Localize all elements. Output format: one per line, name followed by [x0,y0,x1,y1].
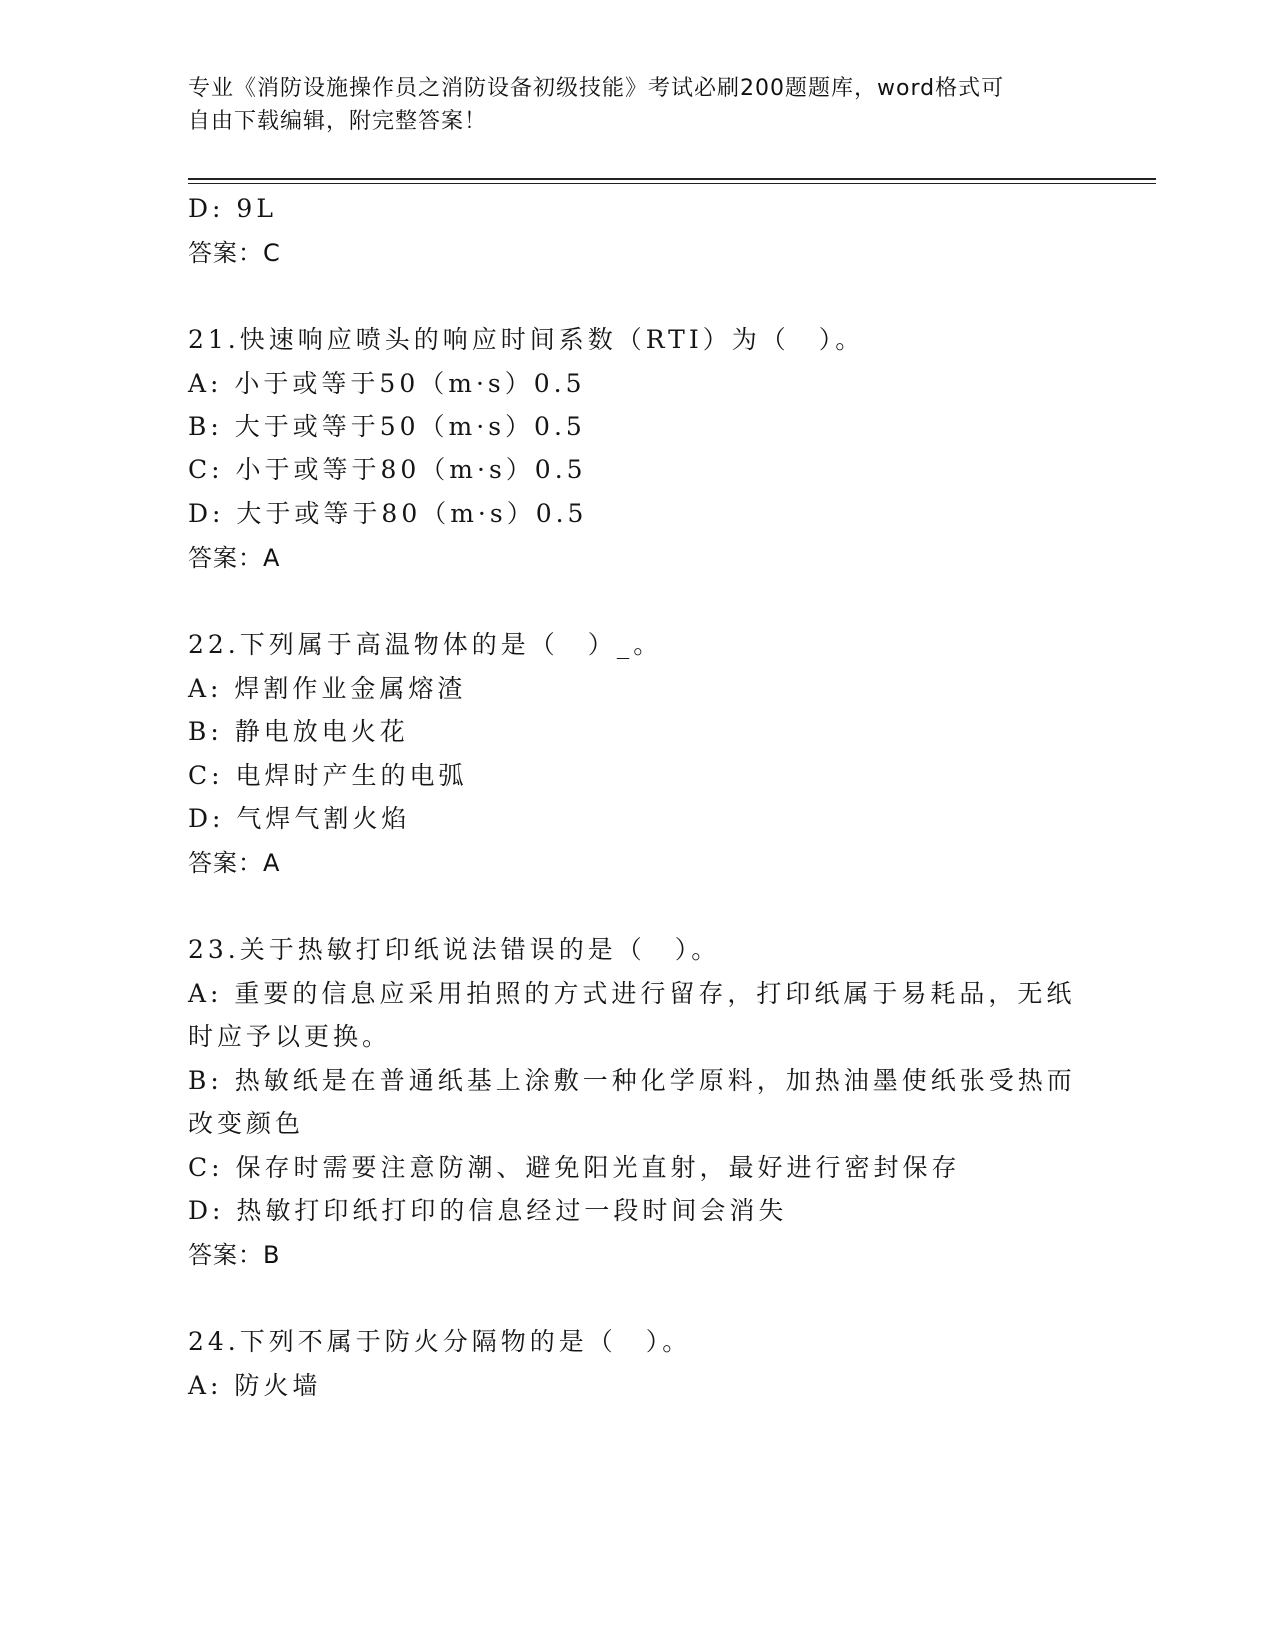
question-22-option-c: C: 电焊时产生的电弧 [188,761,468,790]
question-21-stem: 21.快速响应喷头的响应时间系数（RTI）为（ ）。 [188,325,865,354]
question-21-option-d: D: 大于或等于80（m·s）0.5 [188,499,588,528]
question-21-option-b: B: 大于或等于50（m·s）0.5 [188,412,586,441]
question-22-answer: 答案：A [188,849,281,877]
question-24-option-a: A: 防火墙 [188,1371,322,1400]
question-22-option-d: D: 气焊气割火焰 [188,804,411,833]
prev-option-d: D: 9L [188,194,277,223]
question-23-answer: 答案：B [188,1241,281,1269]
question-23-option-a: A: 重要的信息应采用拍照的方式进行留存，打印纸属于易耗品，无纸 [188,979,1076,1008]
question-23-option-a-cont: 时应予以更换。 [188,1022,392,1051]
question-23-option-c: C: 保存时需要注意防潮、避免阳光直射，最好进行密封保存 [188,1153,961,1182]
prev-answer: 答案：C [188,239,281,267]
question-22-option-a: A: 焊割作业金属熔渣 [188,674,467,703]
question-22-option-b: B: 静电放电火花 [188,717,409,746]
question-21-option-a: A: 小于或等于50（m·s）0.5 [188,369,586,398]
question-23-option-d: D: 热敏打印纸打印的信息经过一段时间会消失 [188,1196,788,1225]
question-21-option-c: C: 小于或等于80（m·s）0.5 [188,455,587,484]
question-22-stem: 22.下列属于高温物体的是（ ）_。 [188,630,663,659]
question-23-stem: 23.关于热敏打印纸说法错误的是（ ）。 [188,935,721,964]
header-line-2: 自由下载编辑，附完整答案！ [188,109,488,134]
question-23-option-b-cont: 改变颜色 [188,1109,305,1138]
question-23-option-b: B: 热敏纸是在普通纸基上涂敷一种化学原料，加热油墨使纸张受热而 [188,1066,1076,1095]
header-divider-thick [188,178,1156,180]
header-line-1: 专业《消防设施操作员之消防设备初级技能》考试必刷200题题库，word格式可 [188,76,1005,101]
header-divider-thin [188,183,1156,184]
question-21-answer: 答案：A [188,544,281,572]
document-header [188,72,1068,138]
question-24-stem: 24.下列不属于防火分隔物的是（ ）。 [188,1327,692,1356]
